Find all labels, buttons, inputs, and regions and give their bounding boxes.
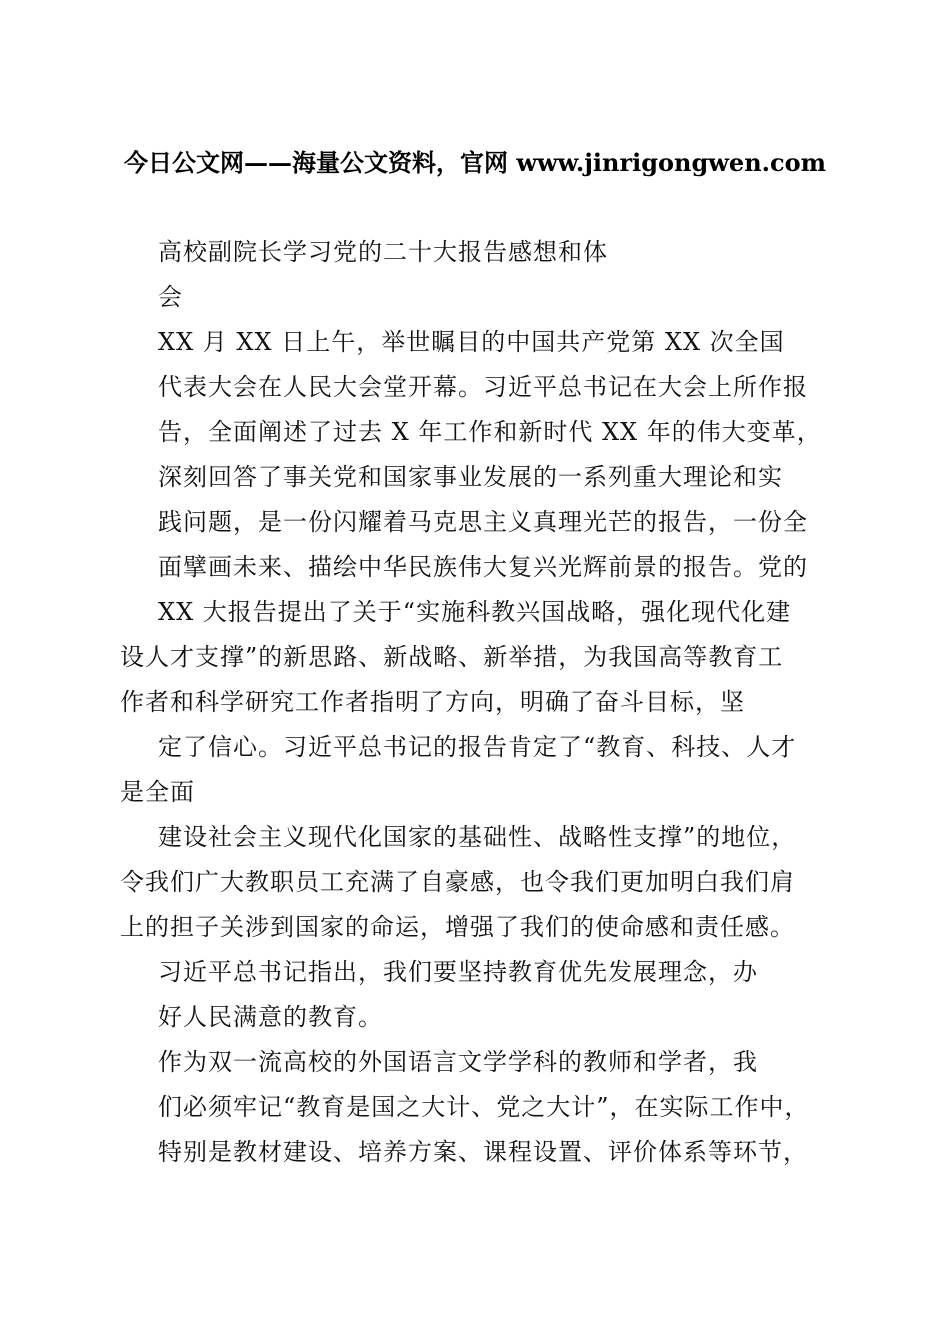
body-line: 代表大会在人民大会堂开幕。习近平总书记在大会上所作报: [158, 373, 808, 401]
body-line: 践问题，是一份闪耀着马克思主义真理光芒的报告，一份全: [158, 508, 808, 536]
body-line: 习近平总书记指出，我们要坚持教育优先发展理念，办: [158, 958, 758, 986]
body-line: 建设社会主义现代化国家的基础性、战略性支撑”的地位，: [158, 823, 797, 851]
body-line: 好人民满意的教育。: [158, 1003, 383, 1031]
body-line: 深刻回答了事关党和国家事业发展的一系列重大理论和实: [158, 463, 783, 491]
body-line: 设人才支撑”的新思路、新战略、新举措，为我国高等教育工: [120, 643, 784, 671]
body-line: 作为双一流高校的外国语言文学学科的教师和学者，我: [158, 1048, 758, 1076]
document-title-line-1: 高校副院长学习党的二十大报告感想和体: [158, 238, 608, 266]
body-line: 上的担子关涉到国家的命运，增强了我们的使命感和责任感。: [120, 913, 795, 941]
body-line: 作者和科学研究工作者指明了方向，明确了奋斗目标，坚: [120, 688, 745, 716]
body-line: 告，全面阐述了过去 X 年工作和新时代 XX 年的伟大变革，: [158, 418, 822, 446]
body-line: XX 月 XX 日上午，举世瞩目的中国共产党第 XX 次全国: [158, 328, 785, 356]
body-line: 面擘画未来、描绘中华民族伟大复兴光辉前景的报告。党的: [158, 553, 808, 581]
body-line: 们必须牢记“教育是国之大计、党之大计”，在实际工作中，: [158, 1093, 810, 1121]
body-line: 特别是教材建设、培养方案、课程设置、评价体系等环节，: [158, 1138, 808, 1166]
body-line: 令我们广大教职员工充满了自豪感，也令我们更加明白我们肩: [120, 868, 795, 896]
body-line: 定了信心。习近平总书记的报告肯定了“教育、科技、人才: [158, 733, 797, 761]
body-line: XX 大报告提出了关于“实施科教兴国战略，强化现代化建: [158, 598, 792, 626]
document-title-line-2: 会: [158, 283, 183, 311]
body-line: 是全面: [120, 778, 195, 806]
site-banner: 今日公文网——海量公文资料，官网 www.jinrigongwen.com: [123, 148, 827, 177]
